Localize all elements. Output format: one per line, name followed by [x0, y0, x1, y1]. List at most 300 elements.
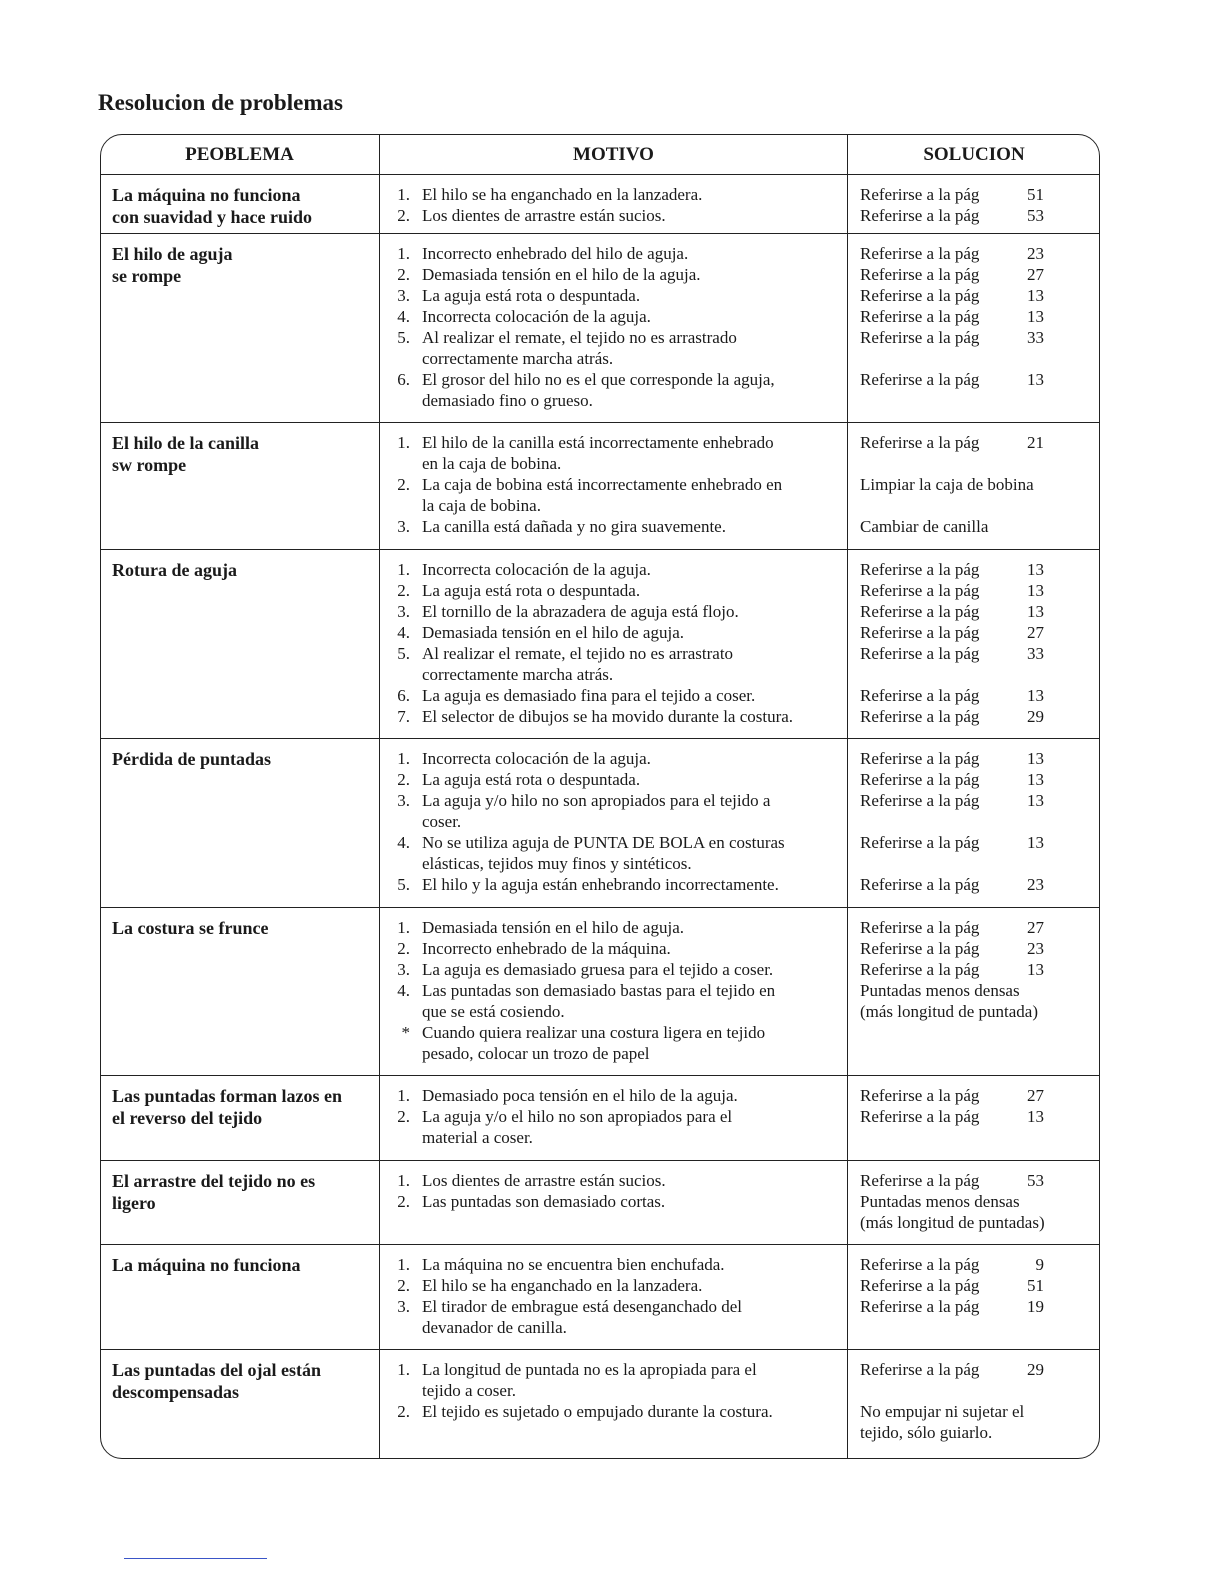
- solution-text: Referirse a la pág: [860, 560, 980, 579]
- motivo-item: [390, 327, 842, 348]
- page-reference: 23: [1027, 244, 1044, 263]
- motivo-item: [390, 453, 842, 474]
- header-motivo: MOTIVO: [573, 144, 654, 165]
- solucion-cell: [860, 748, 1094, 895]
- solution-text: Limpiar la caja de bobina: [860, 475, 1034, 494]
- motivo-text: La aguja está rota o despuntada.: [422, 286, 641, 305]
- row-separator: [100, 1075, 1100, 1076]
- solucion-cell: [860, 184, 1094, 226]
- problem-cell: [112, 1359, 374, 1403]
- motivo-item: [390, 559, 842, 580]
- solution-item: [860, 1380, 1094, 1401]
- page-reference: 23: [1027, 939, 1044, 958]
- motivo-item: [390, 938, 842, 959]
- motivo-cell: [390, 1170, 842, 1212]
- motivo-text: La aguja está rota o despuntada.: [422, 770, 641, 789]
- solucion-cell: [860, 559, 1094, 727]
- solution-text: Referirse a la pág: [860, 433, 980, 452]
- solution-item: [860, 664, 1094, 685]
- solution-text: Puntadas menos densas: [860, 981, 1020, 1000]
- footer-link-underline: [124, 1558, 267, 1559]
- problem-text: El hilo de la canilla: [112, 433, 260, 453]
- motivo-number: 2.: [397, 475, 410, 494]
- solution-text: Referirse a la pág: [860, 370, 980, 389]
- solution-text: Referirse a la pág: [860, 644, 980, 663]
- page-reference: 13: [1027, 833, 1044, 852]
- solution-text: Referirse a la pág: [860, 1276, 980, 1295]
- problem-text: La máquina no funciona: [112, 185, 301, 205]
- page-title: Resolucion de problemas: [98, 90, 343, 115]
- solution-text: (más longitud de puntada): [860, 1002, 1038, 1021]
- motivo-item: [390, 264, 842, 285]
- solution-text: No empujar ni sujetar el: [860, 1402, 1025, 1421]
- problem-text: Las puntadas del ojal están: [112, 1360, 322, 1380]
- motivo-cell: [390, 1359, 842, 1422]
- solution-item: [860, 980, 1094, 1001]
- motivo-text: Las puntadas son demasiado bastas para el tejido en: [422, 981, 776, 1000]
- motivo-item: [390, 1127, 842, 1148]
- page-reference: 13: [1027, 749, 1044, 768]
- solution-text: Referirse a la pág: [860, 875, 980, 894]
- solution-text: Referirse a la pág: [860, 1297, 980, 1316]
- problem-text: con suavidad y hace ruido: [112, 207, 313, 227]
- motivo-item: [390, 832, 842, 853]
- motivo-text: La caja de bobina está incorrectamente enhebrado en: [422, 475, 783, 494]
- motivo-item: [390, 495, 842, 516]
- motivo-number: *: [401, 1023, 410, 1042]
- problem-cell: [112, 432, 374, 476]
- motivo-item: [390, 685, 842, 706]
- motivo-item: [390, 622, 842, 643]
- motivo-text: correctamente marcha atrás.: [422, 665, 614, 684]
- row-separator: [100, 233, 1100, 234]
- motivo-item: [390, 243, 842, 264]
- column-divider-solucion: [847, 134, 848, 1459]
- motivo-number: 5.: [397, 328, 410, 347]
- problem-text: La costura se frunce: [112, 918, 269, 938]
- motivo-text: El tejido es sujetado o empujado durante la costura.: [422, 1402, 773, 1421]
- problem-text: Las puntadas forman lazos en: [112, 1086, 343, 1106]
- solucion-cell: [860, 917, 1094, 1022]
- page-reference: 27: [1027, 623, 1044, 642]
- solution-item: [860, 243, 1094, 264]
- motivo-text: Incorrecta colocación de la aguja.: [422, 749, 651, 768]
- motivo-text: El tornillo de la abrazadera de aguja está flojo.: [422, 602, 739, 621]
- motivo-item: [390, 205, 842, 226]
- row-separator: [100, 1244, 1100, 1245]
- solution-text: Referirse a la pág: [860, 686, 980, 705]
- page-reference: 53: [1027, 1171, 1044, 1190]
- column-divider-motivo: [379, 134, 380, 1459]
- motivo-number: 1.: [397, 1086, 410, 1105]
- page-reference: 23: [1027, 875, 1044, 894]
- solution-item: [860, 1422, 1094, 1443]
- solution-item: [860, 748, 1094, 769]
- motivo-text: pesado, colocar un trozo de papel: [422, 1044, 650, 1063]
- motivo-text: Demasiada tensión en el hilo de aguja.: [422, 623, 684, 642]
- motivo-item: [390, 516, 842, 537]
- motivo-number: 3.: [397, 286, 410, 305]
- motivo-text: devanador de canilla.: [422, 1318, 567, 1337]
- motivo-number: 1.: [397, 1255, 410, 1274]
- header-solucion: SOLUCION: [923, 144, 1025, 165]
- motivo-item: [390, 1106, 842, 1127]
- motivo-text: la caja de bobina.: [422, 496, 541, 515]
- solution-text: Referirse a la pág: [860, 307, 980, 326]
- motivo-text: que se está cosiendo.: [422, 1002, 565, 1021]
- motivo-text: demasiado fino o grueso.: [422, 391, 593, 410]
- page-reference: 13: [1027, 307, 1044, 326]
- page-reference: 51: [1027, 185, 1044, 204]
- row-separator: [100, 1160, 1100, 1161]
- motivo-number: 3.: [397, 960, 410, 979]
- motivo-item: [390, 811, 842, 832]
- motivo-item: [390, 1275, 842, 1296]
- solution-text: Referirse a la pág: [860, 1171, 980, 1190]
- motivo-item: [390, 1001, 842, 1022]
- solution-item: [860, 853, 1094, 874]
- problem-text: el reverso del tejido: [112, 1108, 263, 1128]
- problem-text: sw rompe: [112, 455, 187, 475]
- row-separator: [100, 1349, 1100, 1350]
- solution-item: [860, 769, 1094, 790]
- motivo-item: [390, 1317, 842, 1338]
- motivo-number: 3.: [397, 1297, 410, 1316]
- solution-text: (más longitud de puntadas): [860, 1213, 1045, 1232]
- row-separator: [100, 738, 1100, 739]
- solution-item: [860, 559, 1094, 580]
- motivo-text: La máquina no se encuentra bien enchufada.: [422, 1255, 725, 1274]
- solution-text: Referirse a la pág: [860, 1086, 980, 1105]
- solution-item: [860, 1359, 1094, 1380]
- motivo-text: El tirador de embrague está desenganchado del: [422, 1297, 743, 1316]
- motivo-item: [390, 285, 842, 306]
- solution-item: [860, 495, 1094, 516]
- motivo-item: [390, 580, 842, 601]
- solution-item: [860, 1191, 1094, 1212]
- motivo-number: 6.: [397, 686, 410, 705]
- motivo-number: 2.: [397, 1107, 410, 1126]
- problem-text: Rotura de aguja: [112, 560, 237, 580]
- page-reference: 27: [1027, 918, 1044, 937]
- motivo-text: Los dientes de arrastre están sucios.: [422, 1171, 666, 1190]
- row-separator: [100, 174, 1100, 175]
- solution-item: [860, 1296, 1094, 1317]
- motivo-text: La longitud de puntada no es la apropiada para el: [422, 1360, 757, 1379]
- page-reference: 51: [1027, 1276, 1044, 1295]
- page-reference: 33: [1027, 328, 1044, 347]
- row-separator: [100, 549, 1100, 550]
- motivo-number: 1.: [397, 185, 410, 204]
- page-reference: 19: [1027, 1297, 1044, 1316]
- page-reference: 21: [1027, 433, 1044, 452]
- page-reference: 13: [1027, 560, 1044, 579]
- motivo-item: [390, 432, 842, 453]
- motivo-item: [390, 1254, 842, 1275]
- motivo-item: [390, 1401, 842, 1422]
- motivo-number: 1.: [397, 244, 410, 263]
- solution-item: [860, 938, 1094, 959]
- solution-item: [860, 580, 1094, 601]
- problem-text: La máquina no funciona: [112, 1255, 301, 1275]
- solution-text: Cambiar de canilla: [860, 517, 989, 536]
- solution-text: Referirse a la pág: [860, 185, 980, 204]
- motivo-text: coser.: [422, 812, 462, 831]
- solution-text: Referirse a la pág: [860, 328, 980, 347]
- motivo-text: elásticas, tejidos muy finos y sintéticos.: [422, 854, 692, 873]
- motivo-number: 3.: [397, 791, 410, 810]
- solution-item: [860, 327, 1094, 348]
- motivo-item: [390, 348, 842, 369]
- problem-cell: [112, 184, 374, 228]
- problem-text: El hilo de aguja: [112, 244, 233, 264]
- motivo-cell: [390, 1085, 842, 1148]
- motivo-item: [390, 1380, 842, 1401]
- solution-item: [860, 1106, 1094, 1127]
- motivo-text: Incorrecto enhebrado de la máquina.: [422, 939, 671, 958]
- motivo-text: El hilo se ha enganchado en la lanzadera.: [422, 185, 703, 204]
- motivo-number: 6.: [397, 370, 410, 389]
- motivo-item: [390, 769, 842, 790]
- motivo-item: [390, 1359, 842, 1380]
- motivo-number: 4.: [397, 307, 410, 326]
- motivo-text: Incorrecta colocación de la aguja.: [422, 560, 651, 579]
- solution-text: Referirse a la pág: [860, 1107, 980, 1126]
- solution-item: [860, 874, 1094, 895]
- row-separator: [100, 907, 1100, 908]
- motivo-item: [390, 1191, 842, 1212]
- solution-text: Referirse a la pág: [860, 939, 980, 958]
- problem-text: se rompe: [112, 266, 182, 286]
- motivo-text: material a coser.: [422, 1128, 533, 1147]
- motivo-item: [390, 1085, 842, 1106]
- motivo-text: tejido a coser.: [422, 1381, 516, 1400]
- motivo-text: Demasiada tensión en el hilo de aguja.: [422, 918, 684, 937]
- page-reference: 13: [1027, 960, 1044, 979]
- solution-item: [860, 643, 1094, 664]
- solution-text: tejido, sólo guiarlo.: [860, 1423, 993, 1442]
- solution-text: Referirse a la pág: [860, 833, 980, 852]
- solution-text: Referirse a la pág: [860, 749, 980, 768]
- solution-item: [860, 1254, 1094, 1275]
- problem-cell: [112, 559, 374, 581]
- solution-item: [860, 1275, 1094, 1296]
- page-reference: 53: [1027, 206, 1044, 225]
- solucion-cell: [860, 1170, 1094, 1233]
- solution-item: [860, 264, 1094, 285]
- solution-item: [860, 1401, 1094, 1422]
- page-reference: 29: [1027, 1360, 1044, 1379]
- solution-item: [860, 811, 1094, 832]
- motivo-number: 4.: [397, 833, 410, 852]
- motivo-number: 2.: [397, 581, 410, 600]
- motivo-text: en la caja de bobina.: [422, 454, 562, 473]
- problem-text: El arrastre del tejido no es: [112, 1171, 316, 1191]
- solution-text: Referirse a la pág: [860, 791, 980, 810]
- motivo-text: Cuando quiera realizar una costura ligera en tejido: [422, 1023, 766, 1042]
- problem-text: descompensadas: [112, 1382, 240, 1402]
- solution-text: Referirse a la pág: [860, 960, 980, 979]
- page-reference: 13: [1027, 791, 1044, 810]
- solution-item: [860, 285, 1094, 306]
- motivo-text: El selector de dibujos se ha movido durante la costura.: [422, 707, 794, 726]
- solution-text: Referirse a la pág: [860, 770, 980, 789]
- motivo-text: La aguja y/o hilo no son apropiados para el tejido a: [422, 791, 771, 810]
- motivo-number: 1.: [397, 749, 410, 768]
- solucion-cell: [860, 432, 1094, 537]
- solucion-cell: [860, 1254, 1094, 1317]
- solution-item: [860, 348, 1094, 369]
- motivo-text: Incorrecta colocación de la aguja.: [422, 307, 651, 326]
- page-reference: 13: [1027, 370, 1044, 389]
- solution-text: Referirse a la pág: [860, 265, 980, 284]
- motivo-number: 2.: [397, 770, 410, 789]
- motivo-number: 2.: [397, 1402, 410, 1421]
- motivo-text: El hilo de la canilla está incorrectamente enhebrado: [422, 433, 774, 452]
- motivo-text: La aguja es demasiado fina para el tejido a coser.: [422, 686, 756, 705]
- solution-item: [860, 1212, 1094, 1233]
- problem-cell: [112, 1085, 374, 1129]
- motivo-item: [390, 959, 842, 980]
- motivo-item: [390, 601, 842, 622]
- page-reference: 27: [1027, 265, 1044, 284]
- motivo-cell: [390, 559, 842, 727]
- solution-item: [860, 622, 1094, 643]
- page-reference: 13: [1027, 770, 1044, 789]
- problem-cell: [112, 1170, 374, 1214]
- solucion-cell: [860, 243, 1094, 390]
- motivo-item: [390, 664, 842, 685]
- motivo-item: [390, 1296, 842, 1317]
- motivo-item: [390, 706, 842, 727]
- motivo-item: [390, 474, 842, 495]
- motivo-item: [390, 917, 842, 938]
- solution-item: [860, 369, 1094, 390]
- motivo-number: 5.: [397, 644, 410, 663]
- solution-text: Referirse a la pág: [860, 602, 980, 621]
- motivo-cell: [390, 243, 842, 411]
- motivo-text: Las puntadas son demasiado cortas.: [422, 1192, 666, 1211]
- solution-text: Referirse a la pág: [860, 244, 980, 263]
- solution-item: [860, 917, 1094, 938]
- solution-item: [860, 790, 1094, 811]
- solution-item: [860, 832, 1094, 853]
- motivo-item: [390, 874, 842, 895]
- solution-item: [860, 306, 1094, 327]
- motivo-cell: [390, 432, 842, 537]
- motivo-text: Los dientes de arrastre están sucios.: [422, 206, 666, 225]
- motivo-number: 2.: [397, 265, 410, 284]
- page-reference: 27: [1027, 1086, 1044, 1105]
- motivo-number: 1.: [397, 560, 410, 579]
- page-reference: 13: [1027, 286, 1044, 305]
- solucion-cell: [860, 1085, 1094, 1127]
- motivo-number: 2.: [397, 206, 410, 225]
- motivo-text: El grosor del hilo no es el que corresponde la aguja,: [422, 370, 775, 389]
- motivo-number: 3.: [397, 517, 410, 536]
- solution-item: [860, 453, 1094, 474]
- motivo-number: 2.: [397, 939, 410, 958]
- motivo-text: El hilo se ha enganchado en la lanzadera.: [422, 1276, 703, 1295]
- solution-text: Referirse a la pág: [860, 1360, 980, 1379]
- motivo-number: 1.: [397, 1171, 410, 1190]
- motivo-number: 5.: [397, 875, 410, 894]
- motivo-text: La aguja es demasiado gruesa para el tejido a coser.: [422, 960, 774, 979]
- solution-item: [860, 516, 1094, 537]
- motivo-number: 4.: [397, 981, 410, 1000]
- solution-item: [860, 706, 1094, 727]
- solucion-cell: [860, 1359, 1094, 1443]
- problem-text: Pérdida de puntadas: [112, 749, 272, 769]
- motivo-item: [390, 390, 842, 411]
- problem-cell: [112, 748, 374, 770]
- motivo-number: 1.: [397, 433, 410, 452]
- problem-cell: [112, 1254, 374, 1276]
- solution-text: Referirse a la pág: [860, 286, 980, 305]
- page-reference: 13: [1027, 1107, 1044, 1126]
- motivo-text: Demasiada tensión en el hilo de la aguja.: [422, 265, 701, 284]
- motivo-item: [390, 643, 842, 664]
- solution-item: [860, 601, 1094, 622]
- solution-item: [860, 205, 1094, 226]
- page-reference: 13: [1027, 602, 1044, 621]
- motivo-item: [390, 1022, 842, 1043]
- problem-text: ligero: [112, 1193, 156, 1213]
- motivo-number: 2.: [397, 1192, 410, 1211]
- motivo-number: 3.: [397, 602, 410, 621]
- motivo-cell: [390, 748, 842, 895]
- motivo-number: 7.: [397, 707, 410, 726]
- motivo-item: [390, 1043, 842, 1064]
- motivo-number: 4.: [397, 623, 410, 642]
- motivo-text: No se utiliza aguja de PUNTA DE BOLA en costuras: [422, 833, 785, 852]
- page-reference: 33: [1027, 644, 1044, 663]
- motivo-item: [390, 1170, 842, 1191]
- solution-item: [860, 1170, 1094, 1191]
- motivo-text: Al realizar el remate, el tejido no es arrastrato: [422, 644, 734, 663]
- problem-cell: [112, 917, 374, 939]
- solution-item: [860, 959, 1094, 980]
- solution-text: Referirse a la pág: [860, 581, 980, 600]
- solution-item: [860, 432, 1094, 453]
- motivo-item: [390, 853, 842, 874]
- motivo-text: Demasiado poca tensión en el hilo de la aguja.: [422, 1086, 738, 1105]
- header-problem: PEOBLEMA: [185, 144, 294, 165]
- motivo-item: [390, 184, 842, 205]
- solution-item: [860, 184, 1094, 205]
- problem-cell: [112, 243, 374, 287]
- motivo-text: Al realizar el remate, el tejido no es arrastrado: [422, 328, 737, 347]
- motivo-cell: [390, 1254, 842, 1338]
- motivo-cell: [390, 184, 842, 226]
- solution-text: Puntadas menos densas: [860, 1192, 1020, 1211]
- motivo-text: Incorrecto enhebrado del hilo de aguja.: [422, 244, 689, 263]
- motivo-text: La aguja y/o el hilo no son apropiados para el: [422, 1107, 733, 1126]
- page-reference: 13: [1027, 581, 1044, 600]
- solution-text: Referirse a la pág: [860, 918, 980, 937]
- solution-item: [860, 685, 1094, 706]
- page-reference: 13: [1027, 686, 1044, 705]
- solution-text: Referirse a la pág: [860, 707, 980, 726]
- solution-item: [860, 1085, 1094, 1106]
- motivo-number: 2.: [397, 1276, 410, 1295]
- solution-text: Referirse a la pág: [860, 1255, 980, 1274]
- motivo-text: La canilla está dañada y no gira suavemente.: [422, 517, 726, 536]
- motivo-text: El hilo y la aguja están enhebrando incorrectamente.: [422, 875, 779, 894]
- solution-item: [860, 1001, 1094, 1022]
- solution-item: [860, 474, 1094, 495]
- motivo-item: [390, 980, 842, 1001]
